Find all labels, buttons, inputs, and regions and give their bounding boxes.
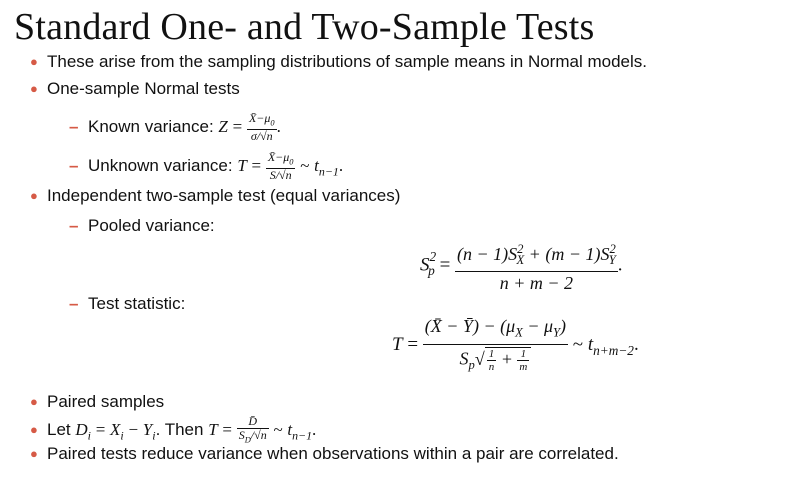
sub-item-label: Unknown variance: [88,156,238,175]
bullet-text-mid: . Then [155,420,209,439]
bullet-item [30,186,401,206]
bullet-item [30,52,647,72]
bullet-text: Independent two-sample test (equal variances) [47,186,401,205]
bullet-item [30,79,240,99]
sub-item-pooled-variance [69,216,215,236]
bullet-item [30,444,619,464]
sub-item-label: Test statistic: [88,294,186,313]
bullet-text: Paired tests reduce variance when observations within a pair are correlated. [47,444,619,463]
dash-icon: – [69,156,79,175]
sub-item-unknown-variance: – Unknown variance: T = $\frac{X̄-\mu_0}{S/√n}$ ~ $t_{n-1}$. [88,146,343,191]
bullet-text: One-sample Normal tests [47,79,240,98]
paired-t-formula: $\frac{D̄}{S_D/√n}$ [238,413,267,445]
bullet-icon: ● [30,188,38,203]
z-formula: $\frac{X̄-\mu_0}{\sigma/√n}$ [248,110,275,144]
slide-title: Standard One- and Two-Sample Tests [14,6,595,48]
bullet-item [30,392,165,412]
bullet-text: These arise from the sampling distributions of sample means in Normal models. [47,52,647,71]
dash-icon: – [69,216,79,235]
bullet-icon: ● [30,446,38,461]
bullet-icon: ● [30,54,38,69]
dash-icon: – [69,294,79,313]
dash-icon: – [69,117,79,136]
sub-item-known-variance: – Known variance: Z = $\frac{X̄-\mu_0}{\sigma/√n}$ . [88,107,281,147]
pooled-variance-formula: $S^2_p$ = $\frac{(n - 1)S^2_X + (m - 1)S^2_Y}{n + m - 2}$ . [420,234,623,296]
bullet-item: ● Let $D_i = X_i - Y_i$. Then T = $\frac{D̄}{S_D/√n}$ ~ $t_{n-1}$. [47,410,316,455]
t-formula: $\frac{X̄-\mu_0}{S/√n}$ [267,149,294,183]
sub-item-label: Known variance: [88,117,219,136]
bullet-icon: ● [30,422,38,437]
bullet-text-pre: Let [47,420,76,439]
sub-item-test-statistic [69,294,186,314]
bullet-icon: ● [30,394,38,409]
bullet-text: Paired samples [47,392,165,411]
bullet-icon: ● [30,81,38,96]
sub-item-label: Pooled variance: [88,216,215,235]
two-sample-t-formula: T = (X̄ − Ȳ) − $(\mu_X - \mu_Y)$ $S_p√$ $\frac{1}{n}$ + $\frac{1}{m}$ ~ $t_{n+m-2}$. [392,316,639,374]
